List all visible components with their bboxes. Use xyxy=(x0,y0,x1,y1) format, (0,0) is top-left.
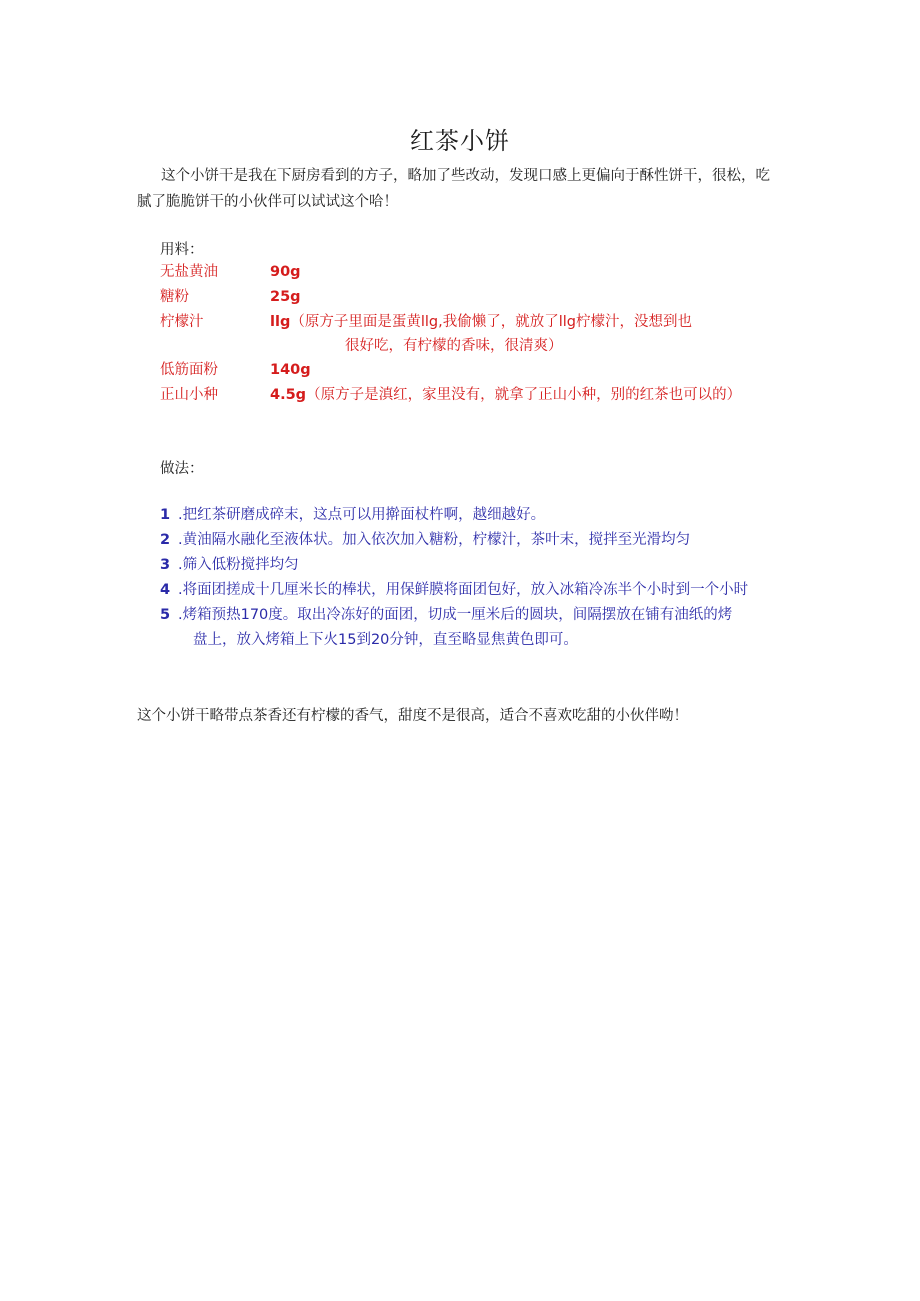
ingredient-amount: 140g xyxy=(270,362,311,378)
step-number: 1 xyxy=(160,507,171,523)
ingredient-row xyxy=(160,383,741,407)
ingredient-row xyxy=(160,285,301,309)
step-number: 2 xyxy=(160,532,171,548)
ingredient-amount: 25g xyxy=(270,289,301,305)
ingredient-name: 低筋面粉 xyxy=(160,362,218,378)
ingredient-note: （原方子里面是蛋黄llg,我偷懒了，就放了llg柠檬汁，没想到也 xyxy=(290,314,692,330)
step-number: 5 xyxy=(160,607,171,623)
step-item xyxy=(160,553,299,577)
step-item xyxy=(160,578,748,602)
ingredient-row xyxy=(160,358,311,382)
ingredient-name: 柠檬汁 xyxy=(160,314,204,330)
step-text-continued: 盘上，放入烤箱上下火15到20分钟，直至略显焦黄色即可。 xyxy=(193,632,578,648)
ingredient-name: 糖粉 xyxy=(160,289,189,305)
ingredient-note: （原方子是滇红，家里没有，就拿了正山小种，别的红茶也可以的） xyxy=(306,387,742,403)
step-number: 3 xyxy=(160,557,171,573)
ingredient-row xyxy=(160,260,301,284)
step-number: 4 xyxy=(160,582,171,598)
ingredient-amount: llg xyxy=(270,314,291,330)
ingredient-row xyxy=(160,310,692,334)
ingredients-label: 用料： xyxy=(160,242,204,258)
intro-paragraph: 这个小饼干是我在下厨房看到的方子，略加了些改动，发现口感上更偏向于酥性饼干，很松，吃腻了脆脆饼干的小伙伴可以试试这个哈！ xyxy=(137,168,770,210)
ingredient-name: 无盐黄油 xyxy=(160,264,218,280)
method-label: 做法： xyxy=(160,461,204,477)
step-text: .筛入低粉搅拌均匀 xyxy=(178,557,299,573)
step-text: .烤箱预热170度。取出冷冻好的面团，切成一厘米后的圆块，间隔摆放在铺有油纸的烤 xyxy=(178,607,733,623)
step-text: .黄油隔水融化至液体状。加入依次加入糖粉，柠檬汁，茶叶末，搅拌至光滑均匀 xyxy=(178,532,691,548)
step-item xyxy=(160,528,690,552)
ingredient-name: 正山小种 xyxy=(160,387,218,403)
step-text: .将面团搓成十几厘米长的棒状，用保鲜膜将面团包好，放入冰箱冷冻半个小时到一个小时 xyxy=(178,582,749,598)
closing-paragraph: 这个小饼干略带点茶香还有柠檬的香气，甜度不是很高，适合不喜欢吃甜的小伙伴呦！ xyxy=(137,708,688,724)
ingredient-note-continued: 很好吃，有柠檬的香味，很清爽） xyxy=(345,338,563,354)
ingredient-amount: 90g xyxy=(270,264,301,280)
step-item xyxy=(160,603,732,627)
step-item xyxy=(160,503,545,527)
page-title: 红茶小饼 xyxy=(410,127,510,155)
ingredient-amount: 4.5g xyxy=(270,387,307,403)
step-text: .把红茶研磨成碎末，这点可以用擀面杖杵啊，越细越好。 xyxy=(178,507,546,523)
